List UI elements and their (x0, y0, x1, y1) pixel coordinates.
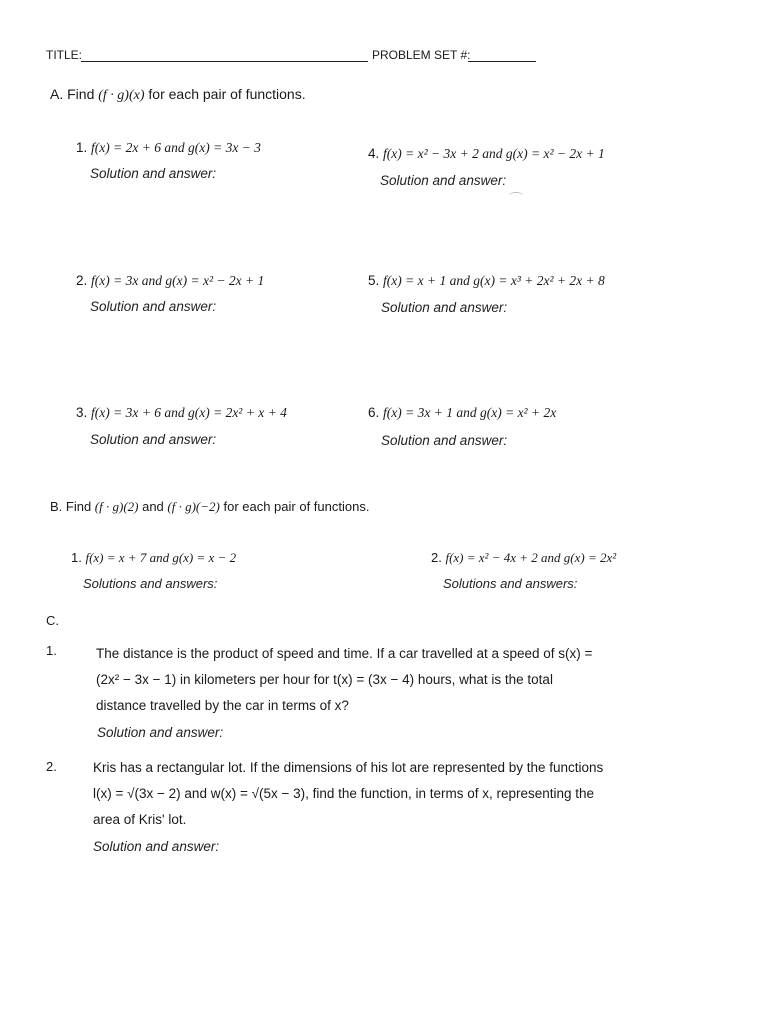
item-number: 6. (368, 405, 380, 420)
item-number: 2. (76, 273, 88, 288)
item-number: 5. (368, 273, 380, 288)
item-expression: f(x) = x + 7 and g(x) = x − 2 (85, 550, 237, 565)
problem-c1-text (96, 641, 636, 719)
title-blank-line[interactable] (81, 61, 368, 62)
section-b-heading-prefix: B. Find (50, 499, 95, 514)
item-number: 2. (431, 550, 442, 565)
section-a-item-6 (368, 405, 556, 421)
section-a-item-2 (76, 273, 264, 289)
section-b-item-2 (431, 550, 616, 566)
item-expression: f(x) = 3x + 1 and g(x) = x² + 2x (383, 405, 557, 420)
item-number: 3. (76, 405, 88, 420)
problem-line: l(x) = √(3x − 2) and w(x) = √(5x − 3), find the function, in terms of x, representing the (93, 786, 595, 801)
section-a-heading-suffix: for each pair of functions. (144, 86, 306, 102)
problem-number: 1. (46, 643, 57, 658)
section-a-item-1 (76, 140, 261, 156)
solution-label: Solution and answer: (381, 433, 508, 448)
solution-label: Solution and answer: (90, 166, 217, 181)
solution-label: Solution and answer: (97, 725, 224, 740)
section-c-heading: C. (46, 613, 59, 628)
solution-label: Solution and answer: (93, 839, 220, 854)
item-number: 1. (71, 550, 82, 565)
section-b-heading-and: and (138, 499, 168, 514)
section-a-heading-expr: (f · g)(x) (98, 88, 145, 103)
item-expression: f(x) = x² − 3x + 2 and g(x) = x² − 2x + 1 (383, 146, 605, 161)
solution-label: Solution and answer: (90, 299, 217, 314)
section-b-heading (50, 499, 369, 515)
section-a-heading-prefix: A. Find (50, 86, 99, 102)
problem-line: The distance is the product of speed and time. If a car travelled at a speed of s(x) = (96, 646, 593, 661)
title-label: TITLE: (46, 48, 83, 62)
solution-label: Solutions and answers: (83, 576, 218, 591)
section-a-item-4 (368, 146, 605, 162)
item-expression: f(x) = x + 1 and g(x) = x³ + 2x² + 2x + 8 (383, 273, 605, 288)
section-b-item-1 (71, 550, 236, 566)
section-a-item-3 (76, 405, 287, 421)
section-a-item-5 (368, 273, 605, 289)
problem-line: (2x² − 3x − 1) in kilometers per hour for t(x) = (3x − 4) hours, what is the total (96, 672, 553, 687)
problem-set-blank-line[interactable] (468, 61, 536, 62)
section-b-heading-expr2: (f · g)(−2) (167, 499, 220, 514)
problem-line: area of Kris' lot. (93, 812, 187, 827)
solution-label: Solution and answer: (381, 300, 508, 315)
item-number: 4. (368, 146, 380, 161)
section-b-heading-expr1: (f · g)(2) (94, 499, 139, 514)
item-expression: f(x) = 3x + 6 and g(x) = 2x² + x + 4 (91, 405, 287, 420)
solution-label: Solution and answer: (90, 432, 217, 447)
section-b-heading-suffix: for each pair of functions. (219, 499, 370, 514)
section-a-heading (50, 86, 306, 104)
item-expression: f(x) = x² − 4x + 2 and g(x) = 2x² (445, 550, 617, 565)
problem-set-label: PROBLEM SET #: (372, 48, 471, 62)
item-expression: f(x) = 2x + 6 and g(x) = 3x − 3 (91, 140, 261, 155)
problem-line: Kris has a rectangular lot. If the dimensions of his lot are represented by the functions (93, 760, 604, 775)
item-number: 1. (76, 140, 88, 155)
item-expression: f(x) = 3x and g(x) = x² − 2x + 1 (91, 273, 265, 288)
solution-label: Solution and answer: (380, 173, 507, 188)
problem-line: distance travelled by the car in terms of x? (96, 698, 349, 713)
problem-number: 2. (46, 759, 57, 774)
pen-mark (509, 192, 523, 199)
problem-c2-text (93, 755, 633, 833)
solution-label: Solutions and answers: (443, 576, 578, 591)
